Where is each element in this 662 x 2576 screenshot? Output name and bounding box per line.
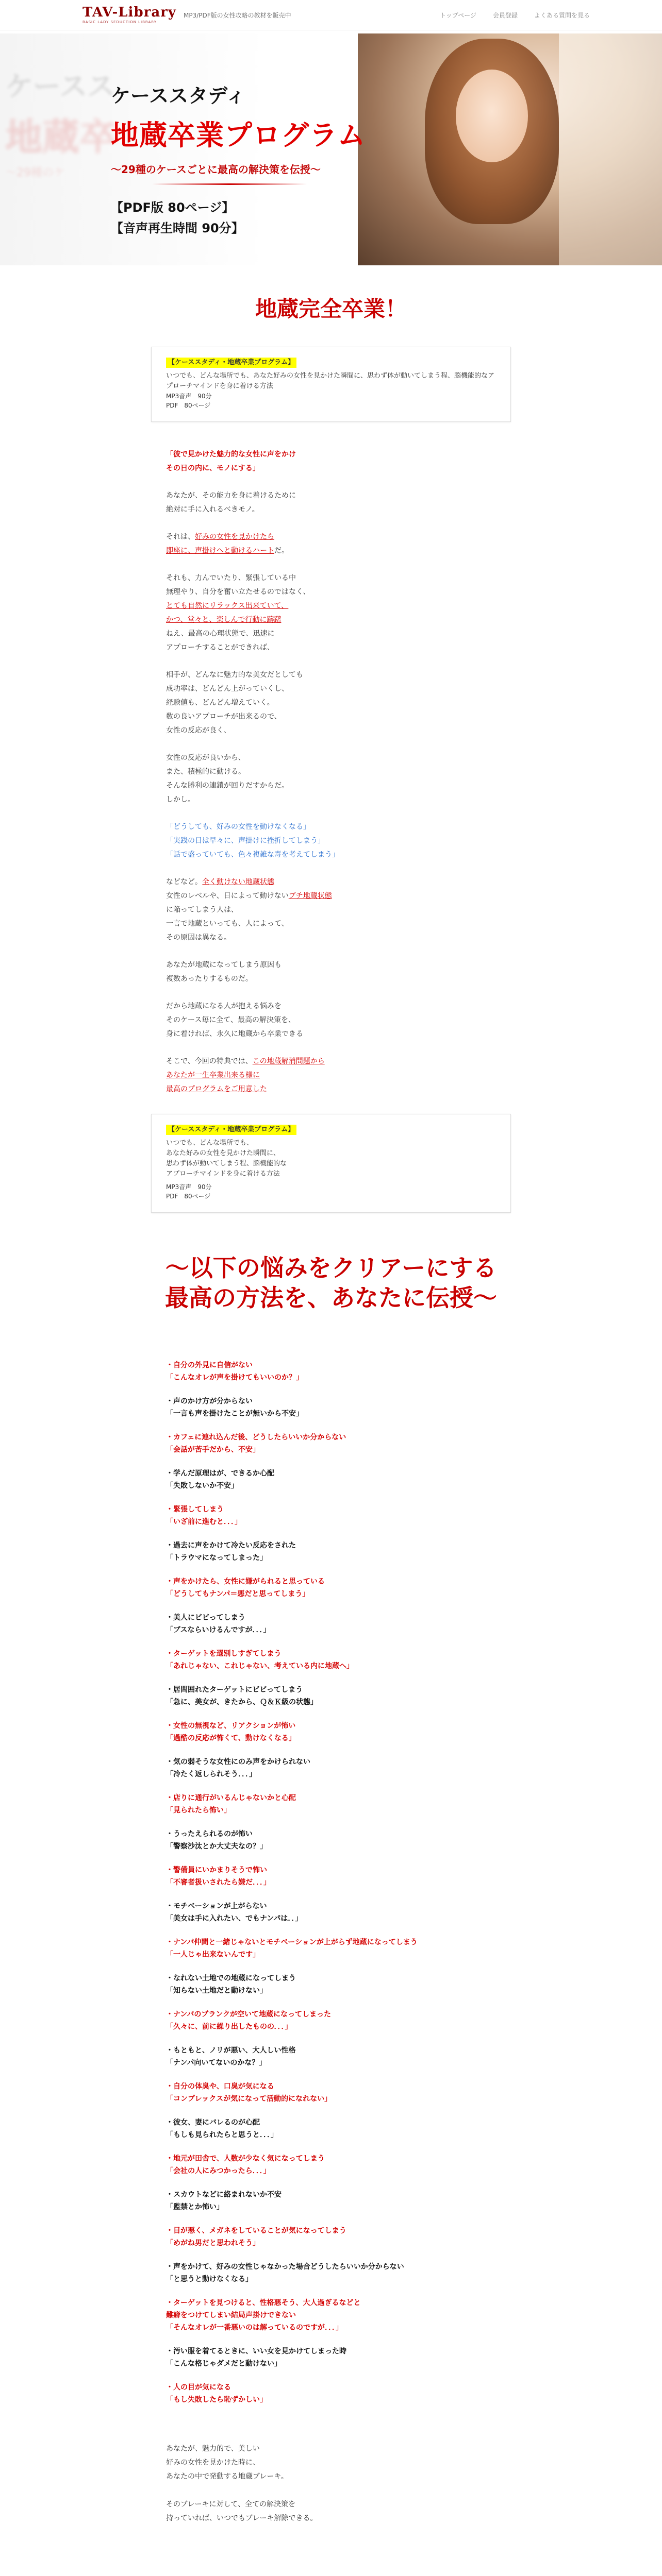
worry-item — [166, 1575, 496, 1600]
quote-block — [166, 820, 496, 862]
text-line: ねえ、最高の心理状態で、迅速に — [166, 630, 275, 638]
worry-head: ・ナンパのブランクが空いて地蔵になってしまった — [166, 2010, 332, 2019]
worry-item — [166, 2381, 496, 2406]
worry-quote: 「いざ前に進むと．．．」 — [166, 1518, 242, 1526]
worry-item — [166, 1359, 496, 1384]
paragraph — [166, 875, 496, 945]
worry-quote: 「あれじゃない、これじゃない、考えている内に地蔵へ」 — [166, 1662, 354, 1670]
worries-heading — [0, 1253, 662, 1313]
hero-photo — [358, 33, 662, 265]
worry-head: ・声をかけて、好みの女性じゃなかった場合どうしたらいいか分からない — [166, 2263, 404, 2271]
worry-quote: 「見られたら怖い」 — [166, 1806, 231, 1815]
worry-head: ・学んだ原理はが、できるか心配 — [166, 1469, 274, 1478]
worry-head: ・声のかけ方が分からない — [166, 1397, 253, 1405]
paragraph — [166, 571, 496, 655]
worry-head: ・過去に声をかけて冷たい反応をされた — [166, 1541, 296, 1550]
worry-quote: 「トラウマになってしまった」 — [166, 1554, 267, 1562]
paragraph — [166, 668, 496, 738]
worry-item — [166, 2008, 496, 2033]
worry-quote: 「もし失敗したら恥ずかしい」 — [166, 2396, 267, 2404]
worry-quote: 「会話が苦手だから、不安」 — [166, 1446, 260, 1454]
text-line: 身に着ければ、永久に地蔵から卒業できる — [166, 1030, 303, 1038]
worry-head: ・声をかけたら、女性に嫌がられると思っている — [166, 1578, 325, 1586]
worry-head: ・汚い服を着てるときに、いい女を見かけてしまった時 — [166, 2347, 346, 2355]
worry-item — [166, 1792, 496, 1817]
worry-head: ・目が悪く、メガネをしていることが気になってしまう — [166, 2227, 346, 2235]
worry-quote: 「ナンパ向いてないのかな？」 — [166, 2059, 267, 2067]
worry-quote: 「どうしてもナンパ＝悪だと思ってしまう」 — [166, 1590, 310, 1598]
worry-head: ・人の目が気になる — [166, 2383, 231, 2392]
product-box-1 — [151, 347, 511, 422]
product-badge: 【ケーススタディ・地蔵卒業プログラム】 — [166, 358, 296, 368]
ghost-line-2: 地蔵卒 — [5, 115, 117, 159]
worry-head: ・気の弱そうな女性にのみ声をかけられない — [166, 1758, 310, 1766]
worry-head: ・モチベーションが上がらない — [166, 1902, 267, 1910]
product-box-2 — [151, 1114, 511, 1213]
closing-line: 持っていれば、いつでもブレーキ解除できる。 — [166, 2514, 318, 2522]
highlight-text: 全く動けない地蔵状態 — [202, 878, 274, 886]
hero-title-main: 地蔵卒業プログラム — [111, 119, 366, 151]
worry-quote: 「冷たく返しられそう．．．」 — [166, 1770, 256, 1778]
worry-item — [166, 2297, 496, 2334]
worry-head: ・うったえられるのが怖い — [166, 1830, 253, 1838]
photo-window — [559, 33, 662, 265]
paragraph-lead — [166, 448, 496, 476]
worry-quote: 「めがね男だと思われそう」 — [166, 2239, 260, 2247]
worry-quote: 「急に、美女が、きたから、Ｑ＆Ｋ級の状態」 — [166, 1698, 318, 1706]
hero-underline — [152, 183, 307, 185]
worry-head: ・なれない土地での地蔵になってしまう — [166, 1974, 296, 1982]
logo-subtitle: BASIC LADY SEDUCTION LIBRARY — [82, 20, 157, 24]
product-mp3: MP3音声 90分 — [166, 1183, 212, 1191]
site-header — [0, 0, 662, 30]
text-line: 数の良いアプローチが出来るので、 — [166, 713, 282, 721]
closing-text — [166, 2442, 496, 2526]
text-line: 相手が、どんなに魅力的な美女だとしても — [166, 671, 303, 679]
worry-head: ・ターゲットを選別しすぎてしまう — [166, 1650, 282, 1658]
worry-quote: 「一人じゃ出来ないんです」 — [166, 1951, 260, 1959]
worry-item — [166, 1936, 496, 1961]
worry-quote: 「知らない土地だと動けない」 — [166, 1987, 267, 1995]
top-nav — [440, 11, 590, 20]
text-line: そこで、今回の特典では、 — [166, 1057, 253, 1065]
worry-head: ・女性の無視など、リアクションが怖い — [166, 1722, 296, 1730]
worry-item — [166, 1431, 496, 1456]
worry-quote: 「監禁とか怖い」 — [166, 2203, 224, 2211]
nav-item-top[interactable]: トップページ — [440, 11, 476, 19]
worry-quote: 「美女は手に入れたい、でもナンパは．．」 — [166, 1914, 303, 1923]
worry-item — [166, 1395, 496, 1420]
closing-line: あなたの中で発動する地蔵ブレーキ。 — [166, 2472, 288, 2481]
text-line: 絶対に手に入れるべきモノ。 — [166, 505, 259, 514]
worry-item — [166, 2116, 496, 2141]
worry-quote: 「一言も声を掛けたことが無いから不安」 — [166, 1410, 303, 1418]
paragraph — [166, 1055, 496, 1096]
worry-item — [166, 1467, 496, 1492]
highlight-text: 即座に、声掛けへと動けるハート — [166, 547, 274, 555]
worry-item — [166, 1539, 496, 1564]
worry-head: ・彼女、妻にバレるのが心配 — [166, 2119, 260, 2127]
closing-line: あなたが、魅力的で、美しい — [166, 2445, 260, 2453]
body-copy — [166, 448, 496, 1096]
lead-line: 「彼で見かけた魅力的な女性に声をかけ — [166, 450, 296, 459]
worry-head: ・居問囲れたターゲットにビビってしまう — [166, 1686, 303, 1694]
worry-head: 難癖をつけてしまい結局声掛けできない — [166, 2311, 296, 2319]
worry-head: ・スカウトなどに絡まれないか不安 — [166, 2191, 282, 2199]
text-line: あなたが、その能力を身に着けるために — [166, 492, 296, 500]
product-pdf: PDF 80ページ — [166, 402, 211, 409]
product-mp3: MP3音声 90分 — [166, 393, 212, 400]
worry-head: ・ナンパ仲間と一緒じゃないとモチベーションが上がらず地蔵になってしまう — [166, 1938, 418, 1946]
text-line: に陥ってしまう人は、 — [166, 906, 238, 914]
worry-item — [166, 1503, 496, 1528]
hero-spec — [111, 197, 244, 239]
text-line: だ。 — [274, 547, 289, 555]
logo-text: TAV-Library — [82, 5, 176, 20]
text-line: それは、 — [166, 533, 195, 541]
text-line: 一言で地蔵といっても、人によって、 — [166, 920, 289, 928]
hero-text — [111, 80, 400, 185]
worry-item — [166, 2189, 496, 2213]
worry-item — [166, 1828, 496, 1853]
worry-quote: 「もしも見られたらと思うと．．．」 — [166, 2131, 278, 2139]
product-line: 思わず体が動いてしまう程、脳機能的な — [166, 1160, 287, 1167]
worry-quote: 「過酷の反応が怖くて、動けなくなる」 — [166, 1734, 296, 1742]
text-line: 無理やり、自分を奮い立たせるのではなく、 — [166, 588, 310, 596]
product-description: いつでも、どんな場所でも、あなた好みの女性を見かけた瞬間に、思わず体が動いてしまう程、脳機能的なアプローチマインドを身に着ける方法 — [166, 372, 495, 390]
worry-head: ・警備員にいかまりそうで怖い — [166, 1866, 267, 1874]
worry-head: ・カフェに連れ込んだ後、どうしたらいいか分からない — [166, 1433, 346, 1442]
hero-title-sub: 〜29種のケースごとに最高の解決策を伝授〜 — [111, 163, 321, 176]
text-line: また、積極的に動ける。 — [166, 768, 245, 776]
text-line: アプローチすることができれば、 — [166, 643, 274, 652]
product-pdf: PDF 80ページ — [166, 1193, 211, 1200]
worry-quote: 「久々に、前に繰り出したものの．．．」 — [166, 2023, 292, 2031]
worry-item — [166, 1648, 496, 1672]
worry-quote: 「こんな格じゃダメだと動けない」 — [166, 2360, 282, 2368]
worries-list — [166, 1359, 496, 2406]
worry-item — [166, 1972, 496, 1997]
hero-title-top: ケーススタディ — [111, 84, 246, 107]
worry-item — [166, 2345, 496, 2370]
worry-item — [166, 2225, 496, 2249]
product-line: いつでも、どんな場所でも、 — [166, 1139, 254, 1147]
quote-line: 「どうしても、好みの女性を動けなくなる」 — [166, 823, 310, 831]
highlight-text: 最高のプログラムをご用意した — [166, 1085, 267, 1093]
worry-item — [166, 2261, 496, 2285]
closing-line: 好みの女性を見かけた時に、 — [166, 2459, 260, 2467]
lead-line: その日の内に、モノにする」 — [166, 464, 260, 472]
highlight-text: かつ、堂々と、楽しんで行動に躊躇 — [166, 616, 282, 624]
ghost-line-3: 〜29種のケ — [5, 166, 65, 179]
closing-line — [166, 2484, 496, 2498]
worry-quote: 「コンプレックスが気になって活動的になれない」 — [166, 2095, 332, 2103]
photo-face — [456, 70, 528, 162]
worry-head: ・地元が田舎で、人数が少なく気になってしまう — [166, 2155, 325, 2163]
brand — [82, 6, 291, 24]
worry-quote: 「ブスならいけるんですが．．．」 — [166, 1626, 271, 1634]
worry-item — [166, 1612, 496, 1636]
text-line: その原因は異なる。 — [166, 934, 231, 942]
worry-head: ・自分の外見に自信がない — [166, 1361, 253, 1369]
text-line: 成功率は、どんどん上がっていくし、 — [166, 685, 289, 693]
product-badge: 【ケーススタディ・地蔵卒業プログラム】 — [166, 1125, 296, 1135]
worry-head: ・緊張してしまう — [166, 1505, 224, 1514]
worry-item — [166, 1684, 496, 1708]
closing-line: そのブレーキに対して、全ての解決策を — [166, 2500, 296, 2509]
paragraph — [166, 489, 496, 517]
nav-item-register[interactable]: 会員登録 — [492, 11, 518, 19]
highlight-text: ブチ地蔵状態 — [288, 892, 332, 900]
worry-quote: 「そんなオレが一番悪いのは解っているのですが．．．」 — [166, 2324, 343, 2332]
paragraph — [166, 530, 496, 558]
worries-heading-line-2: 最高の方法を、あなたに伝授〜 — [165, 1284, 497, 1312]
highlight-text: 好みの女性を見かけたら — [195, 533, 274, 541]
site-description: MP3/PDF版の女性攻略の教材を販売中 — [183, 11, 291, 19]
worry-head: ・店りに通行がいるんじゃないかと心配 — [166, 1794, 296, 1802]
worry-item — [166, 2080, 496, 2105]
text-line: 複数あったりするものだ。 — [166, 975, 253, 983]
worries-heading-line-1: 〜以下の悩みをクリアーにする — [165, 1254, 497, 1282]
worry-quote: 「と思うと動けなくなる」 — [166, 2275, 253, 2283]
text-line: などなど。 — [166, 878, 202, 886]
worry-item — [166, 1900, 496, 1925]
text-line: しかし。 — [166, 795, 195, 804]
logo[interactable] — [82, 6, 176, 24]
product-line: アプローチマインドを身に着ける方法 — [166, 1170, 280, 1178]
text-line: だから地蔵になる人が抱える悩みを — [166, 1002, 282, 1010]
highlight-text: あなたが一生卒業出来る様に — [166, 1071, 260, 1079]
worry-head: ・自分の体臭や、口臭が気になる — [166, 2082, 274, 2091]
worry-item — [166, 2044, 496, 2069]
text-line: 女性の反応が良く、 — [166, 726, 231, 735]
spec-audio: 【音声再生時間 90分】 — [111, 221, 244, 235]
paragraph — [166, 751, 496, 807]
worry-quote: 「不審者扱いされたら嫌だ．．．」 — [166, 1878, 271, 1887]
worry-quote: 「失敗しないか不安」 — [166, 1482, 238, 1490]
text-line: それも、力んでいたり、緊張している中 — [166, 574, 296, 582]
worry-item — [166, 1720, 496, 1744]
section-title: 地蔵完全卒業！ — [255, 296, 407, 321]
worry-quote: 「会社の人にみつかったら．．．」 — [166, 2167, 271, 2175]
worry-head: ・もともと、ノリが悪い、大人しい性格 — [166, 2046, 296, 2055]
text-line: 経験値も、どんどん増えていく。 — [166, 699, 274, 707]
ghost-line-1: ケースス — [5, 70, 115, 103]
worry-item — [166, 1864, 496, 1889]
worry-head: ・ターゲットを見つけると、性格悪そう、大人過ぎるなどと — [166, 2299, 361, 2307]
highlight-text: この地蔵解消問題から — [252, 1057, 325, 1065]
text-line: あなたが地蔵になってしまう原因も — [166, 961, 282, 969]
quote-line: 「実践の日は早々に、声掛けに挫折してしまう」 — [166, 837, 325, 845]
highlight-text: とても自然にリラックス出来ていて、 — [166, 602, 289, 610]
text-line: そのケース毎に全て、最高の解決策を、 — [166, 1016, 296, 1024]
paragraph — [166, 958, 496, 986]
quote-line: 「話で盛っていても、色々複雑な毒を考えてしまう」 — [166, 851, 339, 859]
text-line: 女性のレベルや、日によって動けない — [166, 892, 289, 900]
nav-item-faq[interactable]: よくある質問を見る — [534, 11, 590, 19]
worry-quote: 「こんなオレが声を掛けてもいいのか？」 — [166, 1374, 303, 1382]
worry-head: ・美人にビビってしまう — [166, 1614, 245, 1622]
product-line: あなた好みの女性を見かけた瞬間に、 — [166, 1149, 280, 1157]
text-line: そんな勝利の連鎖が回りだすからだ。 — [166, 782, 289, 790]
spec-pdf: 【PDF版 80ページ】 — [111, 200, 235, 215]
worry-item — [166, 2153, 496, 2177]
worry-quote: 「警察沙汰とか大丈夫なの？」 — [166, 1842, 267, 1851]
text-line: 女性の反応が良いから、 — [166, 754, 245, 762]
worry-item — [166, 1756, 496, 1781]
hero-banner — [0, 33, 662, 265]
paragraph — [166, 999, 496, 1041]
